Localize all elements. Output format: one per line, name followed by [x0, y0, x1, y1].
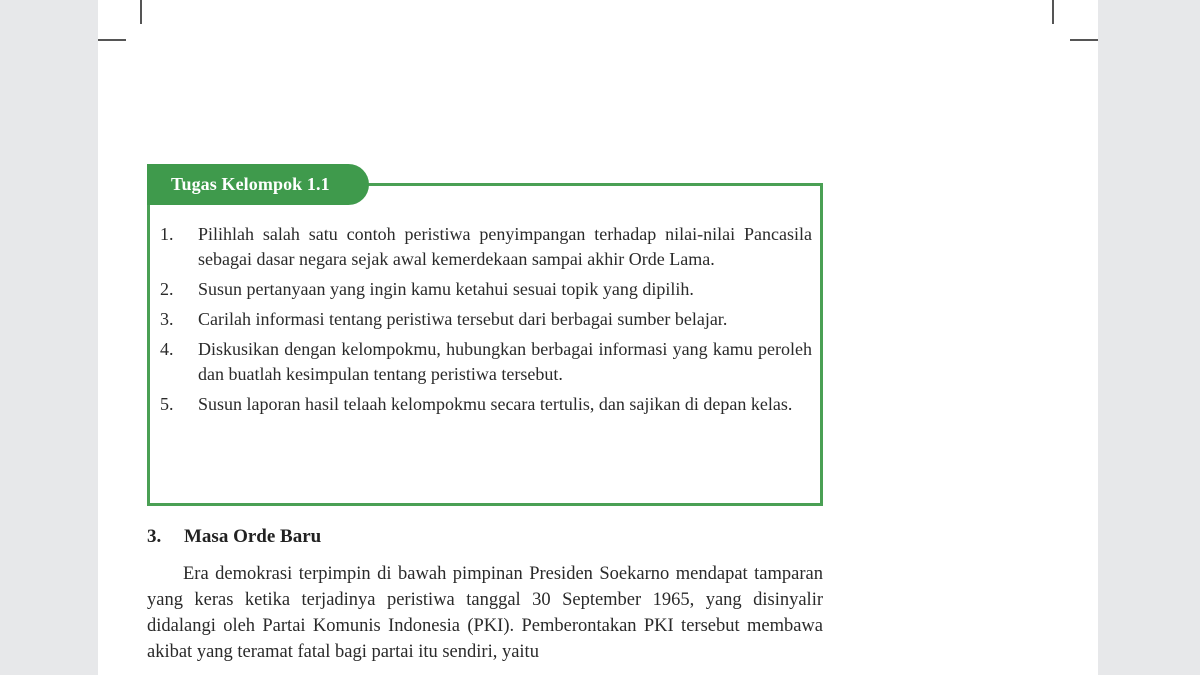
task-item-number: 3.	[160, 309, 174, 329]
task-item-text: Carilah informasi tentang peristiwa tersebut dari berbagai sumber belajar.	[198, 309, 728, 329]
task-item-number: 4.	[160, 339, 174, 359]
section-heading	[147, 526, 321, 548]
task-item	[160, 337, 812, 387]
task-item-number: 5.	[160, 394, 174, 414]
task-item	[160, 392, 812, 417]
crop-mark	[1052, 0, 1054, 24]
task-item	[160, 222, 812, 272]
task-list	[160, 222, 812, 422]
task-item-text: Susun pertanyaan yang ingin kamu ketahui sesuai topik yang dipilih.	[198, 279, 694, 299]
task-box-title: Tugas Kelompok 1.1	[147, 164, 369, 205]
task-item-text: Pilihlah salah satu contoh peristiwa penyimpangan terhadap nilai-nilai Pancasila sebagai dasar negara sejak awal kemerdekaan sampai akhir Orde Lama.	[198, 224, 812, 269]
task-item-text: Diskusikan dengan kelompokmu, hubungkan berbagai informasi yang kamu peroleh dan buatlah kesimpulan tentang peristiwa tersebut.	[198, 339, 812, 384]
section-title: Masa Orde Baru	[184, 526, 322, 547]
task-item-text: Susun laporan hasil telaah kelompokmu secara tertulis, dan sajikan di depan kelas.	[198, 394, 793, 414]
crop-mark	[1070, 39, 1098, 41]
task-item-number: 1.	[160, 224, 174, 244]
task-item-number: 2.	[160, 279, 174, 299]
task-item	[160, 307, 812, 332]
task-item	[160, 277, 812, 302]
crop-mark	[140, 0, 142, 24]
section-number: 3.	[147, 526, 162, 547]
crop-mark	[98, 39, 126, 41]
section-paragraph: Era demokrasi terpimpin di bawah pimpinan Presiden Soekarno mendapat tamparan yang keras ketika terjadinya peristiwa tanggal 30 September 1965, yang disinyalir didalangi oleh Partai Komunis Indonesia (PKI). Pemberontakan PKI tersebut membawa akibat yang teramat fatal bagi partai itu sendiri, yaitu	[147, 564, 823, 662]
